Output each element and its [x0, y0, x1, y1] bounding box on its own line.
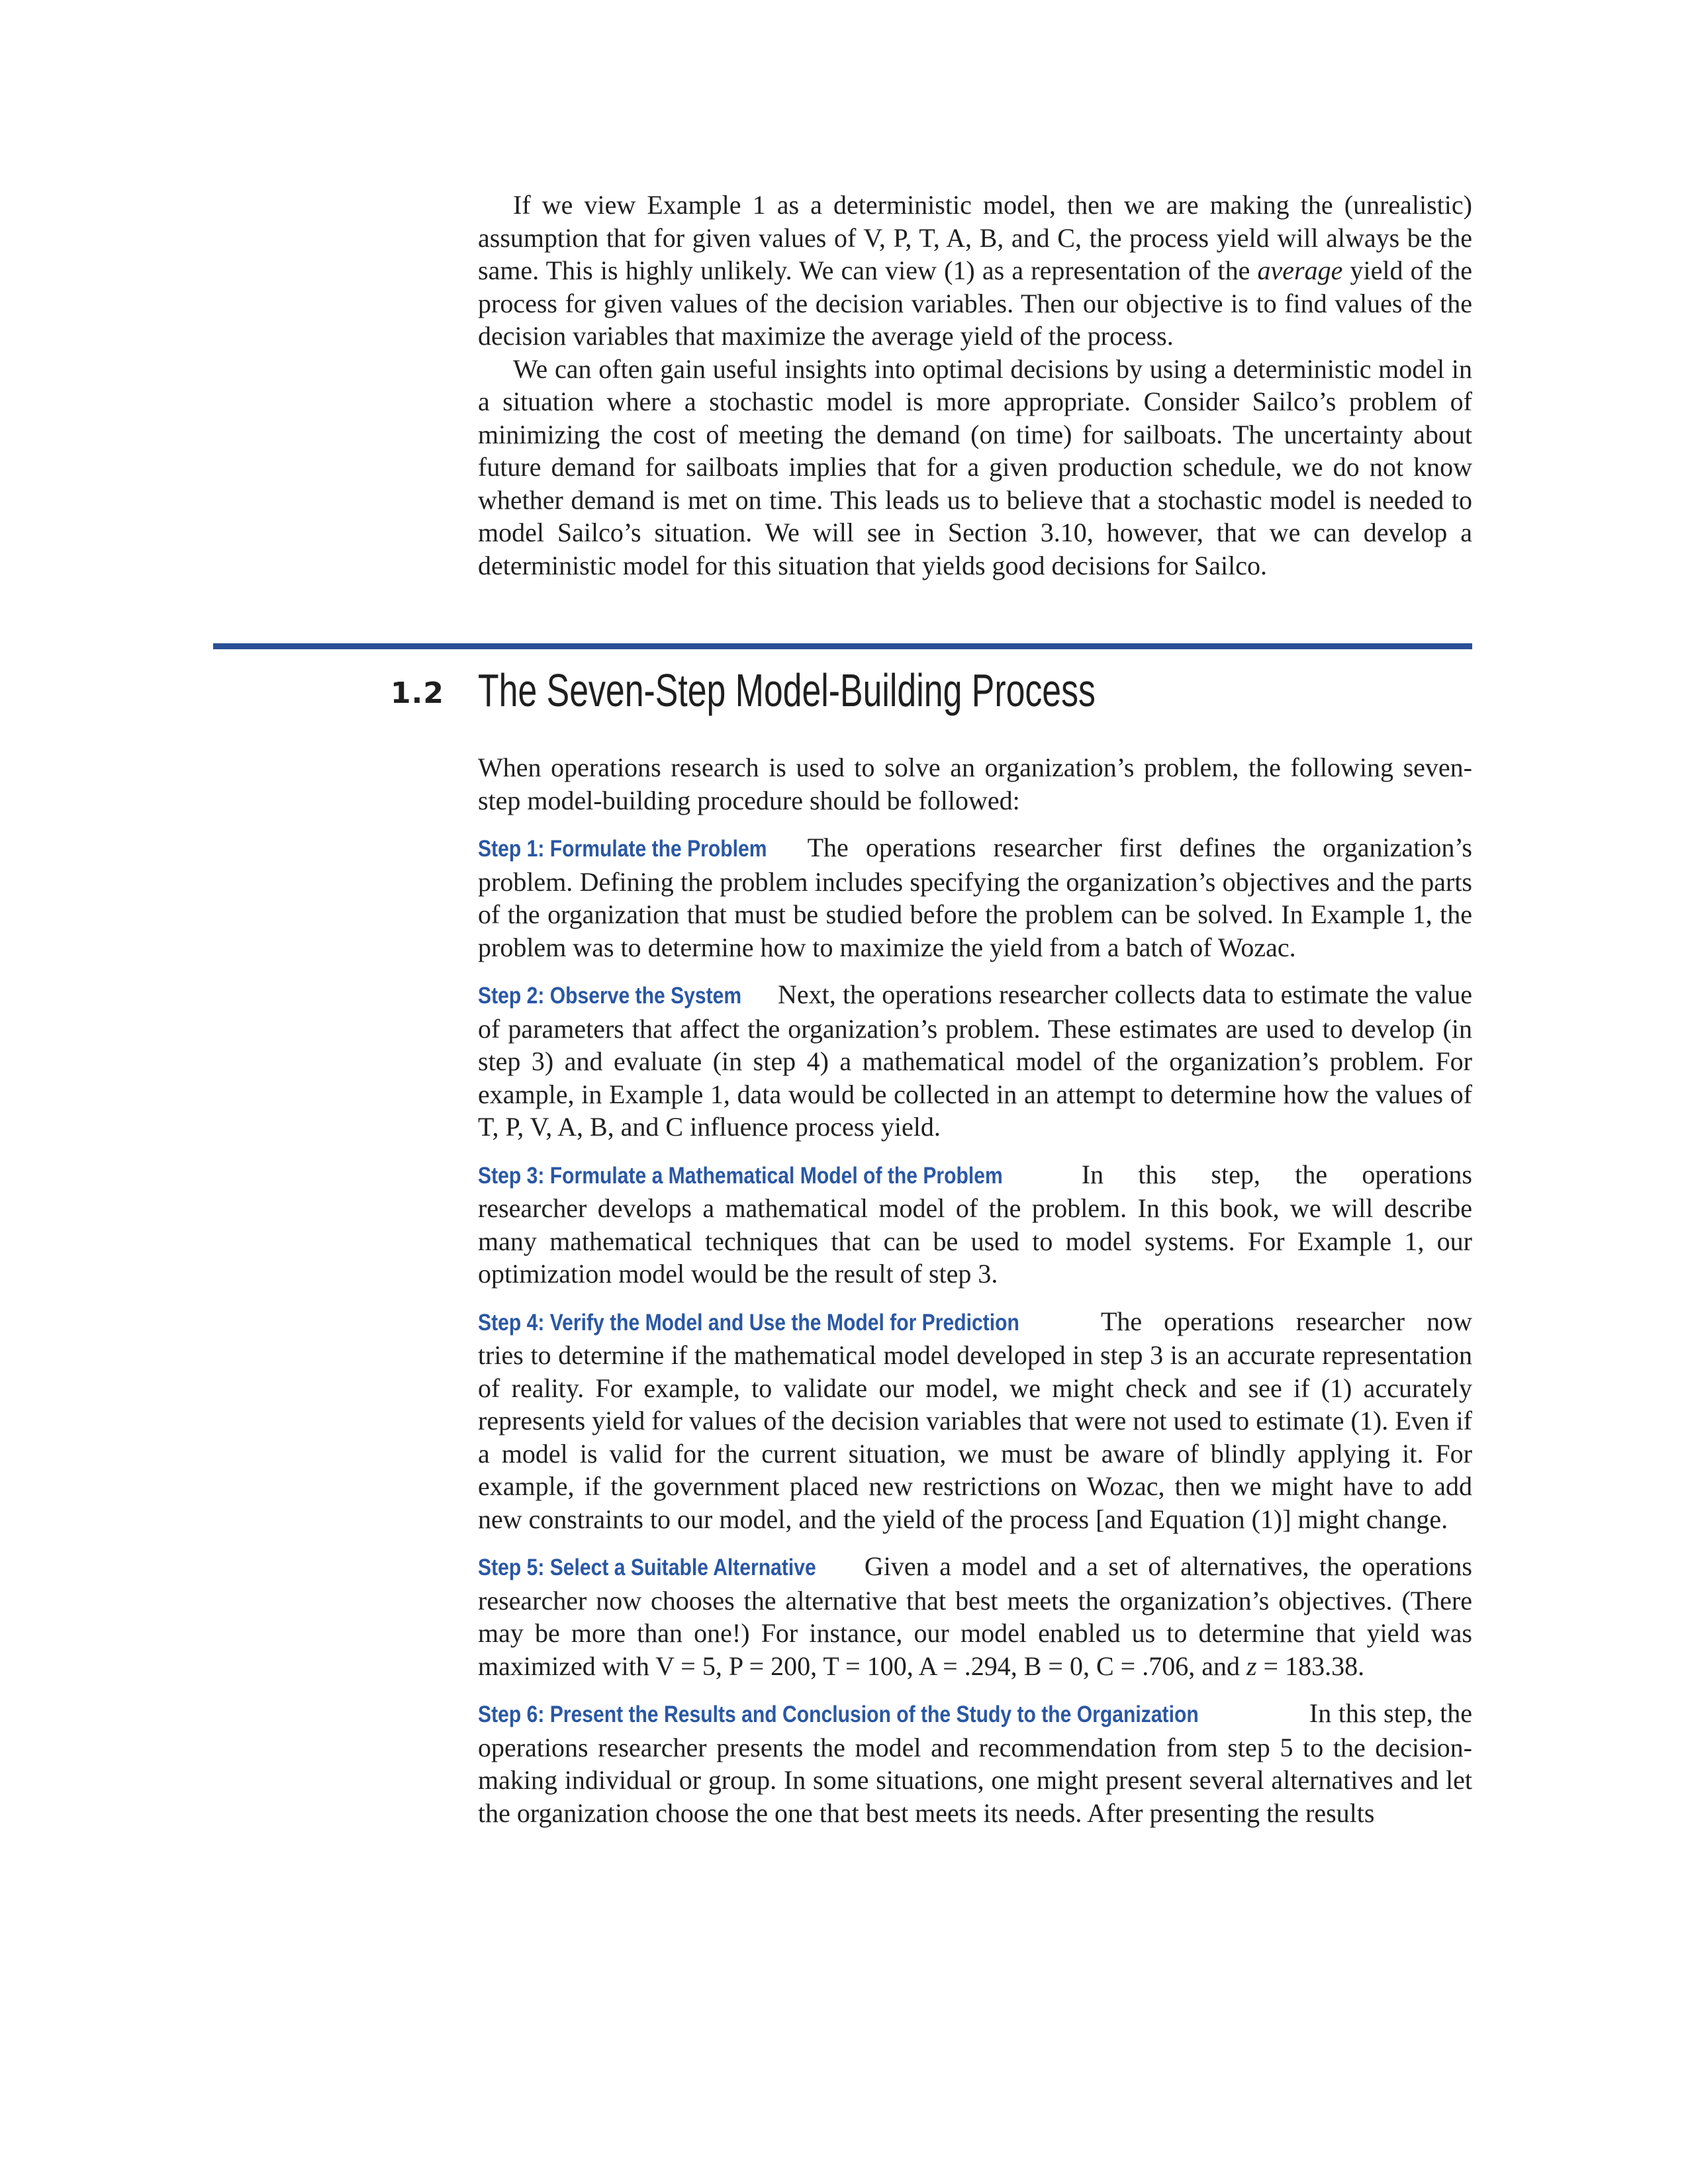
intro-paragraph-2: We can often gain useful insights into optimal decisions by using a deterministic model in a situation where a stochastic model is more appropriate. Consider Sailco’s problem of minimizing the cost of meeting the demand (on time) for sailboats. The uncertainty about future demand for sailboats implies that for a given production schedule, we do not know whether demand is met on time. This leads us to believe that a stochastic model is needed to model Sailco’s situation. We will see in Section 3.10, however, that we can develop a deterministic model for this situation that yields good decisions for Sailco. [478, 353, 1472, 580]
variable-z: z [1246, 1651, 1257, 1681]
step-3 [478, 1158, 1472, 1291]
section-title: The Seven-Step Model-Building Process [478, 664, 1096, 716]
section-rule [213, 643, 1472, 649]
section-body [478, 751, 1472, 1829]
step-1 [478, 831, 1472, 964]
step-6-text: In this step, the operations researcher presents the model and recommendation from step 5 to the decision-making individual or group. In some situations, one might present several alternatives and let the organization choose the one that best meets its needs. After presenting the results [478, 1698, 1472, 1828]
step-4-heading: Step 4: Verify the Model and Use the Model for Prediction [478, 1309, 1019, 1336]
step-3-heading: Step 3: Formulate a Mathematical Model of the Problem [478, 1162, 1003, 1189]
step-1-heading: Step 1: Formulate the Problem [478, 836, 767, 862]
step-5-text: Given a model and a set of alternatives, the operations researcher now chooses the alternative that best meets the organization’s objectives. (There may be more than one!) For instance, our model enabled us to determine that yield was maximized with V = 5, P = 200, T = 100, A = .294, B = 0, C = .706, and [478, 1551, 1472, 1681]
section-intro: When operations research is used to solve an organization’s problem, the following seven-step model-building procedure should be followed: [478, 752, 1472, 815]
step-4-text: The operations researcher now tries to determine if the mathematical model developed in step 3 is an accurate representation of reality. For example, to validate our model, we might check and see if (1) accurately represents yield for values of the decision variables that were not used to estimate (1). Even if a model is valid for the current situation, we must be aware of blindly applying it. For example, if the government placed new restrictions on Wozac, then we might have to add new constraints to our model, and the yield of the process [and Equation (1)] might change. [478, 1306, 1472, 1534]
section-number: 1.2 [391, 676, 444, 710]
step-6 [478, 1697, 1472, 1829]
intro-paragraph-1: If we view Example 1 as a deterministic model, then we are making the (unrealistic) assumption that for given values of V, P, T, A, B, and C, the process yield will always be the same. This is highly unlikely. We can view (1) as a representation of the average yield of the process for given values of the decision variables. Then our objective is to find values of the decision variables that maximize the average yield of the process. [478, 190, 1472, 351]
step-2 [478, 978, 1472, 1144]
step-6-heading: Step 6: Present the Results and Conclusion of the Study to the Organization [478, 1702, 1199, 1727]
step-3-text: In this step, the operations researcher develops a mathematical model of the problem. In this book, we will describe many mathematical techniques that can be used to model systems. For Example 1, our optimization model would be the result of step 3. [478, 1159, 1472, 1289]
step-5: Step 5: Select a Suitable Alternative Given a model and a set of alternatives, the operations researcher now chooses the alternative that best meets the organization’s objectives. (There may be more than one!) For instance, our model enabled us to determine that yield was maximized with V = 5, P = 200, T = 100, A = .294, B = 0, C = .706, and z = 183.38. [478, 1551, 1472, 1681]
step-4 [478, 1305, 1472, 1536]
step-1-text: The operations researcher first defines the organization’s problem. Defining the problem includes specifying the organization’s objectives and the parts of the organization that must be studied before the problem can be solved. In Example 1, the problem was to determine how to maximize the yield from a batch of Wozac. [478, 833, 1472, 962]
step-2-text: Next, the operations researcher collects data to estimate the value of parameters that affect the organization’s problem. These estimates are used to develop (in step 3) and evaluate (in step 4) a mathematical model of the organization’s problem. For example, in Example 1, data would be collected in an attempt to determine how the values of T, P, V, A, B, and C influence process yield. [478, 979, 1472, 1142]
intro-text [478, 189, 1472, 582]
emphasis-average: average [1257, 255, 1343, 285]
step-5-heading: Step 5: Select a Suitable Alternative [478, 1555, 816, 1580]
step-2-heading: Step 2: Observe the System [478, 983, 742, 1009]
